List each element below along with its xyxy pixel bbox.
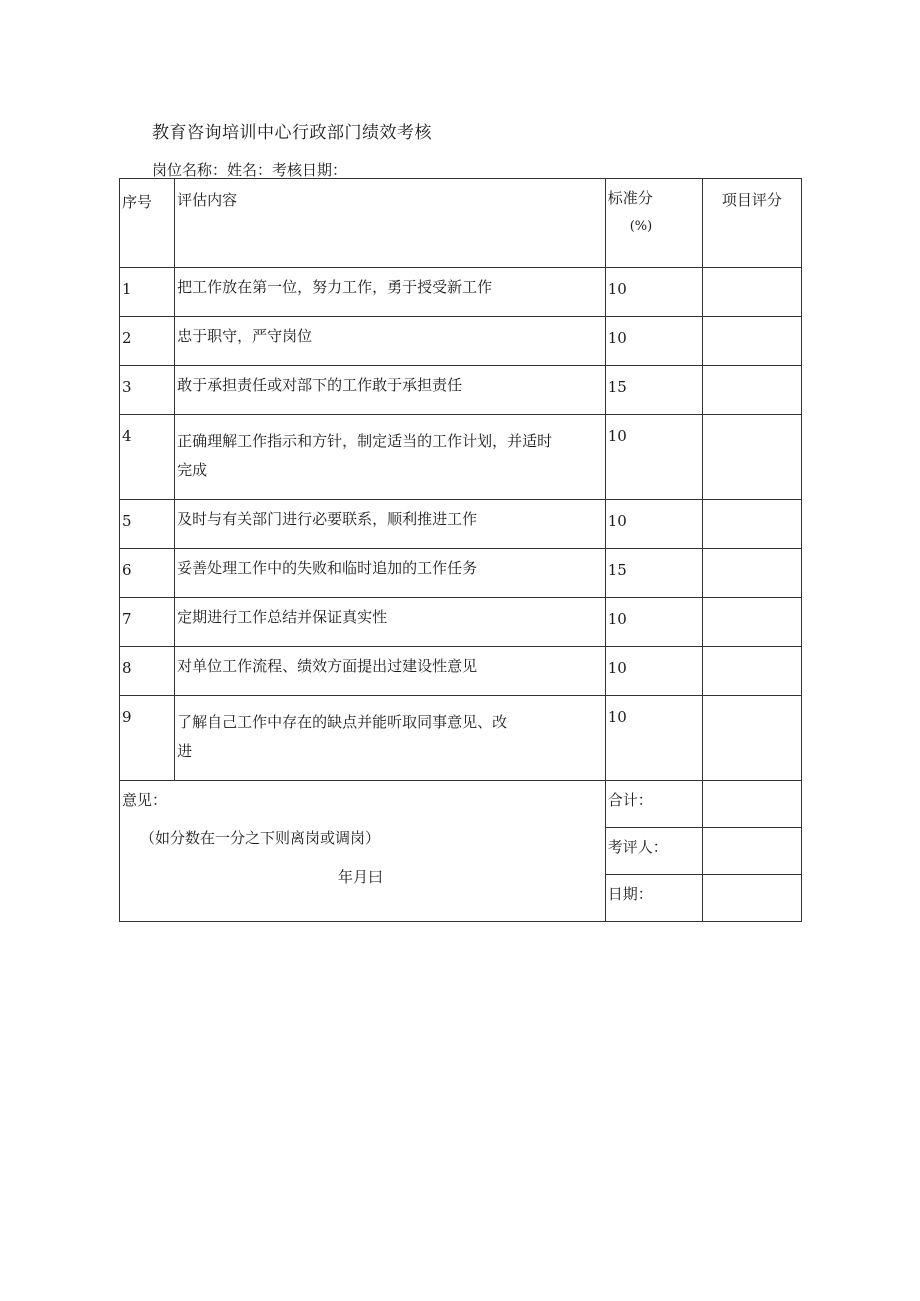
row-no: 4 (120, 415, 175, 500)
total-label: 合计： (605, 781, 702, 828)
row-score-input[interactable] (702, 598, 801, 647)
row-content (175, 415, 606, 500)
row-standard: 10 (605, 500, 702, 549)
row-score-input[interactable] (702, 317, 801, 366)
row-standard: 10 (605, 415, 702, 500)
row-score-input[interactable] (702, 696, 801, 781)
row-no: 6 (120, 549, 175, 598)
date-label: 考核日期： (272, 161, 348, 179)
evaluation-table (119, 178, 802, 922)
row-score-input[interactable] (702, 415, 801, 500)
footer-date-input[interactable] (702, 875, 801, 922)
reviewer-label: 考评人： (605, 828, 702, 875)
table-row (120, 500, 802, 549)
position-label: 岗位名称： (152, 161, 228, 179)
header-no: 序号 (120, 179, 175, 268)
row-standard: 10 (605, 647, 702, 696)
row-standard: 10 (605, 268, 702, 317)
opinion-label: 意见： (122, 791, 168, 809)
row-content-line1: 了解自己工作中存在的缺点并能听取同事意见、改 (177, 713, 508, 731)
row-content (175, 696, 606, 781)
row-content: 把工作放在第一位，努力工作，勇于授受新工作 (175, 268, 606, 317)
opinion-note: （如分数在一分之下则离岗或调岗） (140, 829, 381, 847)
table-row (120, 696, 802, 781)
footer-row-total (120, 781, 802, 828)
row-score-input[interactable] (702, 366, 801, 415)
row-standard: 10 (605, 317, 702, 366)
row-content-line2: 进 (177, 742, 193, 760)
row-content: 妥善处理工作中的失败和临时追加的工作任务 (175, 549, 606, 598)
row-standard: 15 (605, 366, 702, 415)
row-standard: 10 (605, 598, 702, 647)
row-score-input[interactable] (702, 647, 801, 696)
total-input[interactable] (702, 781, 801, 828)
form-meta (152, 159, 347, 180)
table-row (120, 549, 802, 598)
row-no: 9 (120, 696, 175, 781)
table-row (120, 268, 802, 317)
header-standard-unit: (%) (629, 219, 653, 234)
opinion-date-line: 年月曰 (338, 868, 384, 886)
table-row (120, 598, 802, 647)
header-standard (605, 179, 702, 268)
row-content: 敢于承担责任或对部下的工作敢于承担责任 (175, 366, 606, 415)
row-no: 8 (120, 647, 175, 696)
row-no: 5 (120, 500, 175, 549)
reviewer-input[interactable] (702, 828, 801, 875)
table-row (120, 317, 802, 366)
row-content: 定期进行工作总结并保证真实性 (175, 598, 606, 647)
row-standard: 10 (605, 696, 702, 781)
row-no: 2 (120, 317, 175, 366)
opinion-cell[interactable] (120, 781, 606, 922)
header-content: 评估内容 (175, 179, 606, 268)
row-score-input[interactable] (702, 549, 801, 598)
header-score: 项目评分 (702, 179, 801, 268)
name-label: 姓名： (227, 161, 273, 179)
table-row (120, 415, 802, 500)
row-content: 及时与有关部门进行必要联系，顺利推进工作 (175, 500, 606, 549)
table-row (120, 647, 802, 696)
row-score-input[interactable] (702, 500, 801, 549)
row-no: 1 (120, 268, 175, 317)
row-content: 对单位工作流程、绩效方面提出过建设性意见 (175, 647, 606, 696)
row-content-line2: 完成 (177, 461, 208, 479)
row-no: 7 (120, 598, 175, 647)
row-score-input[interactable] (702, 268, 801, 317)
table-row (120, 366, 802, 415)
row-content-line1: 正确理解工作指示和方针，制定适当的工作计划，并适时 (177, 432, 553, 450)
footer-date-label: 日期： (605, 875, 702, 922)
table-header-row (120, 179, 802, 268)
row-content: 忠于职守，严守岗位 (175, 317, 606, 366)
row-no: 3 (120, 366, 175, 415)
row-standard: 15 (605, 549, 702, 598)
page-title: 教育咨询培训中心行政部门绩效考核 (152, 123, 432, 143)
header-standard-label: 标准分 (607, 189, 653, 207)
